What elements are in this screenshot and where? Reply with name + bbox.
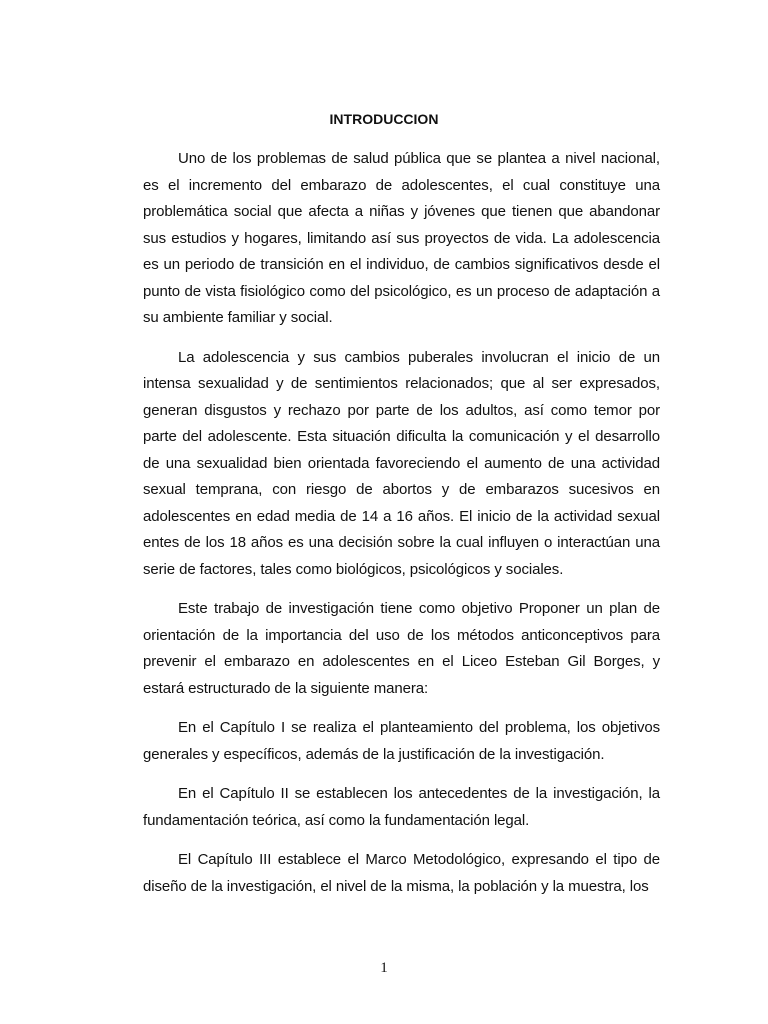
- paragraph-2: La adolescencia y sus cambios puberales involucran el inicio de un intensa sexualidad y de sentimientos relacionados; que al ser expresados, generan disgustos y rechazo por parte de los adultos, así como temor por parte del adolescente. Esta situación dificulta la comunicación y el desarrollo de una sexualidad bien orientada favoreciendo el aumento de una actividad sexual temprana, con riesgo de abortos y de embarazos sucesivos en adolescentes en edad media de 14 a 16 años. El inicio de la actividad sexual entes de los 18 años es una decisión sobre la cual influyen o interactúan una serie de factores, tales como biológicos, psicológicos y sociales.: [143, 348, 660, 578]
- document-body: [143, 146, 660, 900]
- page-title: INTRODUCCION: [329, 111, 439, 127]
- paragraph-5: En el Capítulo II se establecen los antecedentes de la investigación, la fundamentación teórica, así como la fundamentación legal.: [143, 785, 660, 829]
- paragraph-6: El Capítulo III establece el Marco Metodológico, expresando el tipo de diseño de la investigación, el nivel de la misma, la población y la muestra, los: [143, 851, 660, 895]
- paragraph-3: Este trabajo de investigación tiene como objetivo Proponer un plan de orientación de la importancia del uso de los métodos anticonceptivos para prevenir el embarazo en adolescentes en el Liceo Esteban Gil Borges, y estará estructurado de la siguiente manera:: [143, 600, 660, 697]
- paragraph-4: En el Capítulo I se realiza el planteamiento del problema, los objetivos generales y específicos, además de la justificación de la investigación.: [143, 719, 660, 763]
- paragraph-1: Uno de los problemas de salud pública que se plantea a nivel nacional, es el incremento del embarazo de adolescentes, el cual constituye una problemática social que afecta a niñas y jóvenes que tienen que abandonar sus estudios y hogares, limitando así sus proyectos de vida. La adolescencia es un periodo de transición en el individuo, de cambios significativos desde el punto de vista fisiológico como del psicológico, es un proceso de adaptación a su ambiente familiar y social.: [143, 150, 660, 326]
- page-number: 1: [380, 960, 388, 976]
